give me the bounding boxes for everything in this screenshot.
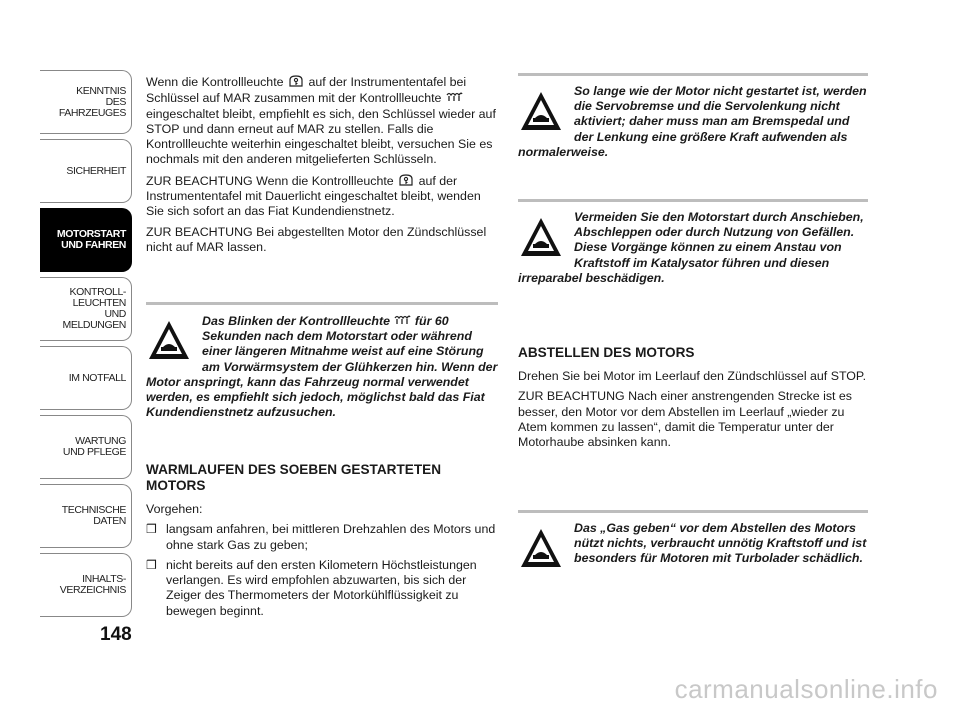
tab-motorstart[interactable]: MOTORSTART UND FAHREN	[40, 208, 132, 272]
section-warmlaufen	[146, 462, 498, 624]
glow-plug-icon	[445, 90, 463, 104]
warning-box-push-start	[518, 199, 868, 286]
left-column	[146, 74, 498, 260]
text-fragment: Vermeiden Sie den Motorstart durch Anschieben, Abschleppen oder durch Nutzung von Gefällen. Diese Vorgänge können zu einem Anstau von Kraftstoff im Katalysator führen und diesen irreparabel beschädigen.	[518, 210, 864, 285]
warning-triangle-icon	[518, 525, 564, 571]
paragraph-intro: Vorgehen:	[146, 502, 203, 516]
bullet-list	[146, 522, 498, 619]
text-fragment: auf der Instrumententafel mit Dauerlicht eingeschaltet bleibt, wenden Sie sich sofort an das Fiat Kundendienstnetz.	[146, 173, 481, 219]
tab-sicherheit[interactable]: SICHERHEIT	[40, 139, 132, 203]
list-item	[146, 558, 498, 619]
warning-triangle-icon	[518, 88, 564, 134]
paragraph-mar-note: ZUR BEACHTUNG Bei abgestellten Motor den Zündschlüssel nicht auf MAR lassen.	[146, 224, 487, 254]
warning-triangle-icon	[146, 317, 192, 363]
tab-im-notfall[interactable]: IM NOTFALL	[40, 346, 132, 410]
tab-kontrollleuchten[interactable]: KONTROLL- LEUCHTEN UND MELDUNGEN	[40, 277, 132, 341]
tab-kenntnis[interactable]: KENNTNIS DES FAHRZEUGES	[40, 70, 132, 134]
paragraph-key-check	[146, 74, 498, 168]
text-fragment: So lange wie der Motor nicht gestartet ist, werden die Servobremse und die Servolenkung nicht aktiviert; daher muss man am Bremspedal und der Lenkung eine größere Kraft aufwenden als normalerweise.	[518, 84, 867, 159]
list-item	[146, 522, 498, 553]
tab-technische-daten[interactable]: TECHNISCHE DATEN	[40, 484, 132, 548]
warning-box-servo	[518, 73, 868, 160]
text-fragment: auf der Instrumententafel bei Schlüssel auf MAR zusammen mit der Kontrollleuchte	[146, 75, 467, 106]
warning-box-gas	[518, 510, 868, 573]
text-fragment: für 60 Sekunden nach dem Motorstart oder während einer längeren Mitnahme weist auf eine Störung am Vorwärmsystem der Glühkerzen hin. Wenn der Motor anspringt, kann das Fahrzeug normal verwendet werden, es empfiehlt sich jedoch, möglichst bald das Fiat Kundendienstnetz aufzusuchen.	[146, 314, 498, 420]
paragraph-idle-note: ZUR BEACHTUNG Nach einer anstrengenden Strecke ist es besser, den Motor vor dem Abstellen im Leerlauf „wieder zu Atem kommen zu lassen“, damit die Temperatur unter der Motorhaube absinken kann.	[518, 389, 852, 450]
bullet-box-icon: ❒	[146, 557, 157, 572]
text-fragment: Das Blinken der Kontrollleuchte	[202, 314, 390, 328]
text-fragment: Wenn die Kontrollleuchte	[146, 75, 284, 89]
tab-wartung[interactable]: WARTUNG UND PFLEGE	[40, 415, 132, 479]
text-fragment: ZUR BEACHTUNG Wenn die Kontrollleuchte	[146, 173, 394, 188]
glow-plug-icon	[393, 313, 411, 327]
text-fragment: Das „Gas geben“ vor dem Abstellen des Motors nützt nichts, verbraucht unnötig Kraftstoff und ist besonders für Motoren mit Turbolader schädlich.	[574, 521, 867, 566]
list-item-text: nicht bereits auf den ersten Kilometern Höchstleistungen verlangen. Es wird empfohlen abzuwarten, bis sich der Zeiger des Thermometers der Motorkühlflüssigkeit zu bewegen beginnt.	[166, 557, 477, 618]
paragraph-warning-light	[146, 173, 498, 220]
text-fragment: eingeschaltet bleibt, empfiehlt es sich, den Schlüssel wieder auf STOP und dann erneut auf MAR zu stellen. Falls die Kontrollleuchte weiterhin eingeschaltet bleibt, versuchen Sie es nochmals mit den anderen mitgelieferten Schlüsseln.	[146, 106, 496, 167]
section-heading: WARMLAUFEN DES SOEBEN GESTARTETEN MOTORS	[146, 462, 442, 493]
list-item-text: langsam anfahren, bei mittleren Drehzahlen des Motors und ohne stark Gas zu geben;	[166, 522, 496, 552]
warning-box-glow-plug	[146, 302, 498, 420]
warning-triangle-icon	[518, 214, 564, 260]
watermark: carmanualsonline.info	[674, 674, 938, 704]
tab-inhaltsverzeichnis[interactable]: INHALTS- VERZEICHNIS	[40, 553, 132, 617]
paragraph-stop: Drehen Sie bei Motor im Leerlauf den Zündschlüssel auf STOP.	[518, 369, 867, 383]
bullet-box-icon: ❒	[146, 522, 157, 537]
immobilizer-key-icon	[287, 74, 305, 88]
section-abstellen	[518, 345, 868, 455]
section-heading: ABSTELLEN DES MOTORS	[518, 345, 695, 360]
immobilizer-key-icon	[397, 173, 415, 187]
page-number: 148	[100, 624, 132, 645]
